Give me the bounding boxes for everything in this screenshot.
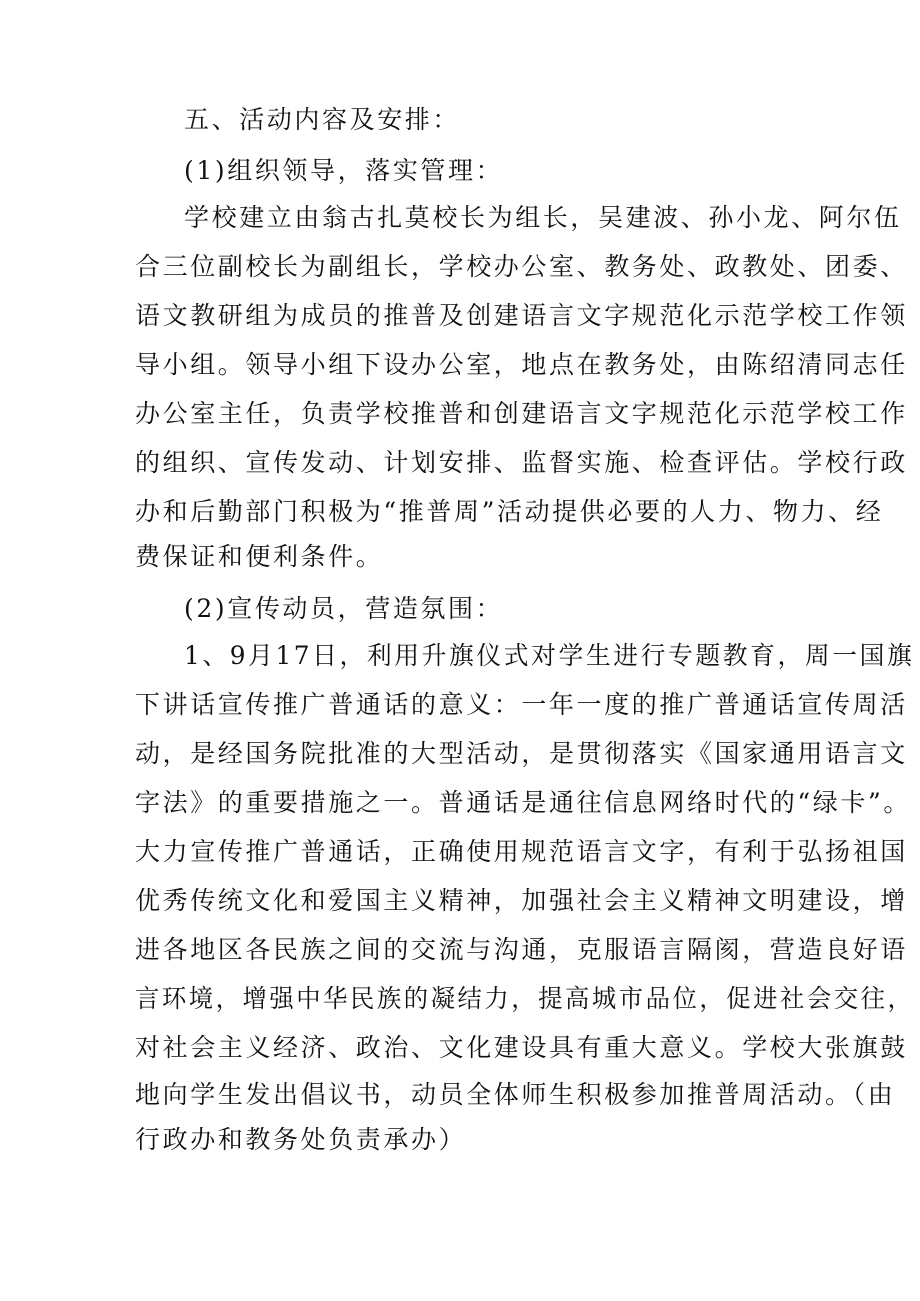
section-heading: 五、活动内容及安排： [184,105,461,134]
paragraph-line: 下讲话宣传推广普通话的意义：一年一度的推广普通话宣传周活 [135,690,908,719]
paragraph-line: 导小组。领导小组下设办公室，地点在教务处，由陈绍清同志任 [135,350,908,379]
paragraph-line: 优秀传统文化和爱国主义精神，加强社会主义精神文明建设，增 [135,886,908,915]
paragraph-line: 地向学生发出倡议书，动员全体师生积极参加推普周活动。（由 [135,1080,896,1109]
paragraph-line: 进各地区各民族之间的交流与沟通，克服语言隔阂，营造良好语 [135,935,908,964]
paragraph-line: 学校建立由翁古扎莫校长为组长，吴建波、孙小龙、阿尔伍 [184,203,902,232]
paragraph-line: 动，是经国务院批准的大型活动，是贯彻落实《国家通用语言文 [135,739,908,768]
paragraph-line: 合三位副校长为副组长，学校办公室、教务处、政教处、团委、 [135,252,908,281]
paragraph-line: 办公室主任，负责学校推普和创建语言文字规范化示范学校工作 [135,399,908,428]
paragraph-line: 办和后勤部门积极为“推普周”活动提供必要的人力、物力、经 [135,497,884,526]
paragraph-line: 1、9月17日，利用升旗仪式对学生进行专题教育，周一国旗 [184,641,915,670]
paragraph-line: 的组织、宣传发动、计划安排、监督实施、检查评估。学校行政 [135,448,908,477]
paragraph-line: 行政办和教务处负责承办） [135,1125,467,1154]
paragraph-line: 言环境，增强中华民族的凝结力，提高城市品位，促进社会交往， [135,984,915,1013]
paragraph-line: 语文教研组为成员的推普及创建语言文字规范化示范学校工作领 [135,301,908,330]
subheading-organization: (1)组织领导，落实管理： [184,156,504,185]
subheading-publicity: (2)宣传动员，营造氛围： [184,594,504,623]
paragraph-line: 费保证和便利条件。 [135,542,384,571]
paragraph-line: 对社会主义经济、政治、文化建设具有重大意义。学校大张旗鼓 [135,1033,908,1062]
paragraph-line: 字法》的重要措施之一。普通话是通往信息网络时代的“绿卡”。 [135,788,911,817]
paragraph-line: 大力宣传推广普通话，正确使用规范语言文字，有利于弘扬祖国 [135,837,908,866]
